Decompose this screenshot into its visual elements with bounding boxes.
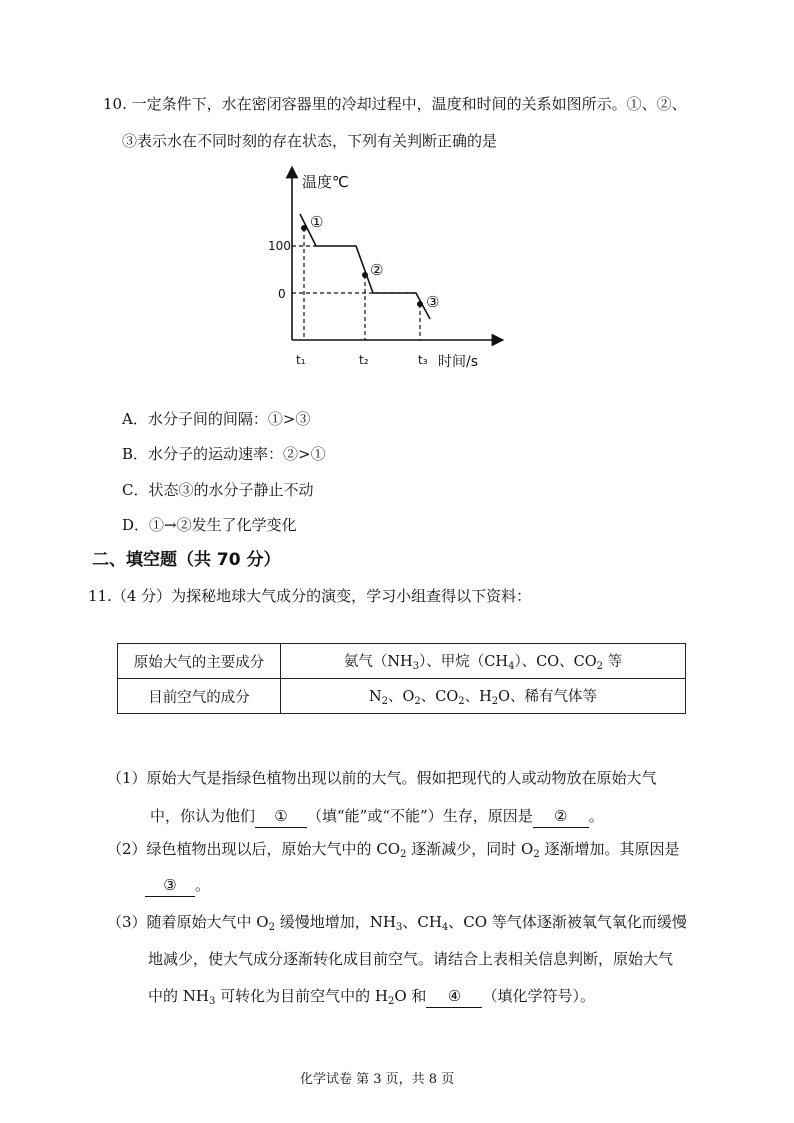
table-cell-label: 原始大气的主要成分 [118, 644, 281, 679]
q10-option-d[interactable]: D．①→②发生了化学变化 [122, 516, 297, 534]
q11-p1-line2: 中，你认为他们 ① （填“能”或“不能”）生存，原因是 ② 。 [150, 805, 604, 828]
q11-p2-line1: （2）绿色植物出现以后，原始大气中的 $CO_2$ 逐渐减少，同时 $O_2$ 逐渐增加。其原因是 [107, 840, 680, 860]
answer-blank-1[interactable]: ① [255, 805, 307, 828]
table-cell-label: 目前空气的成分 [118, 679, 281, 714]
x-tick-t1: t₁ [296, 353, 306, 367]
q10-option-b[interactable]: B．水分子的运动速率：②>① [122, 445, 326, 463]
table-row [118, 644, 686, 679]
temperature-time-chart [268, 166, 518, 376]
x-tick-t2: t₂ [359, 353, 369, 367]
q11-p2-line2: ③ 。 [145, 874, 210, 897]
q10-stem-line2: ③表示水在不同时刻的存在状态，下列有关判断正确的是 [122, 132, 498, 150]
table-cell-value: $N_2$、$O_2$、$CO_2$、$H_2O$、稀有气体等 [281, 679, 686, 714]
table-row [118, 679, 686, 714]
answer-blank-2[interactable]: ② [533, 805, 589, 828]
page-footer: 化学试卷 第 3 页，共 8 页 [300, 1072, 455, 1087]
x-tick-t3: t₃ [418, 353, 428, 367]
q11-p3-line2: 地减少，使大气成分逐渐转化成目前空气。请结合上表相关信息判断，原始大气 [148, 950, 674, 968]
q10-option-c[interactable]: C．状态③的水分子静止不动 [122, 481, 314, 499]
y-tick-0: 0 [278, 287, 286, 301]
state-point-1 [301, 225, 307, 231]
x-axis-label: 时间/s [438, 354, 479, 370]
section-heading: 二、填空题（共 70 分） [92, 550, 281, 570]
q11-p3-line1: （3）随着原始大气中 $O_2$ 缓慢地增加，$NH_3$、$CH_4$、CO 等气体逐渐被氧气氧化而缓慢 [107, 913, 687, 933]
q11-intro: 11.（4 分）为探秘地球大气成分的演变，学习小组查得以下资料： [88, 587, 532, 605]
answer-blank-3[interactable]: ③ [145, 874, 195, 897]
q10-stem-line1: 10. 一定条件下，水在密闭容器里的冷却过程中，温度和时间的关系如图所示。①、②、 [103, 95, 687, 113]
q11-p3-line3: 中的 $NH_3$ 可转化为目前空气中的 $H_2O$ 和 ④ （填化学符号）。 [148, 987, 595, 1007]
state-label-3: ③ [426, 293, 440, 311]
table-cell-value: 氨气$(NH_3)$、甲烷$(CH_4)$、CO、$CO_2$ 等 [281, 644, 686, 679]
y-axis-label: 温度℃ [302, 173, 349, 191]
q10-option-a[interactable]: A．水分子间的间隔：①>③ [122, 410, 311, 428]
state-label-2: ② [370, 261, 384, 279]
q11-p1-line1: （1）原始大气是指绿色植物出现以前的大气。假如把现代的人或动物放在原始大气 [107, 769, 657, 787]
atmosphere-table [117, 643, 686, 714]
state-point-3 [417, 301, 423, 307]
answer-blank-4[interactable]: ④ [426, 985, 482, 1008]
state-label-1: ① [310, 213, 324, 231]
y-tick-100: 100 [268, 239, 291, 253]
state-point-2 [362, 272, 368, 278]
